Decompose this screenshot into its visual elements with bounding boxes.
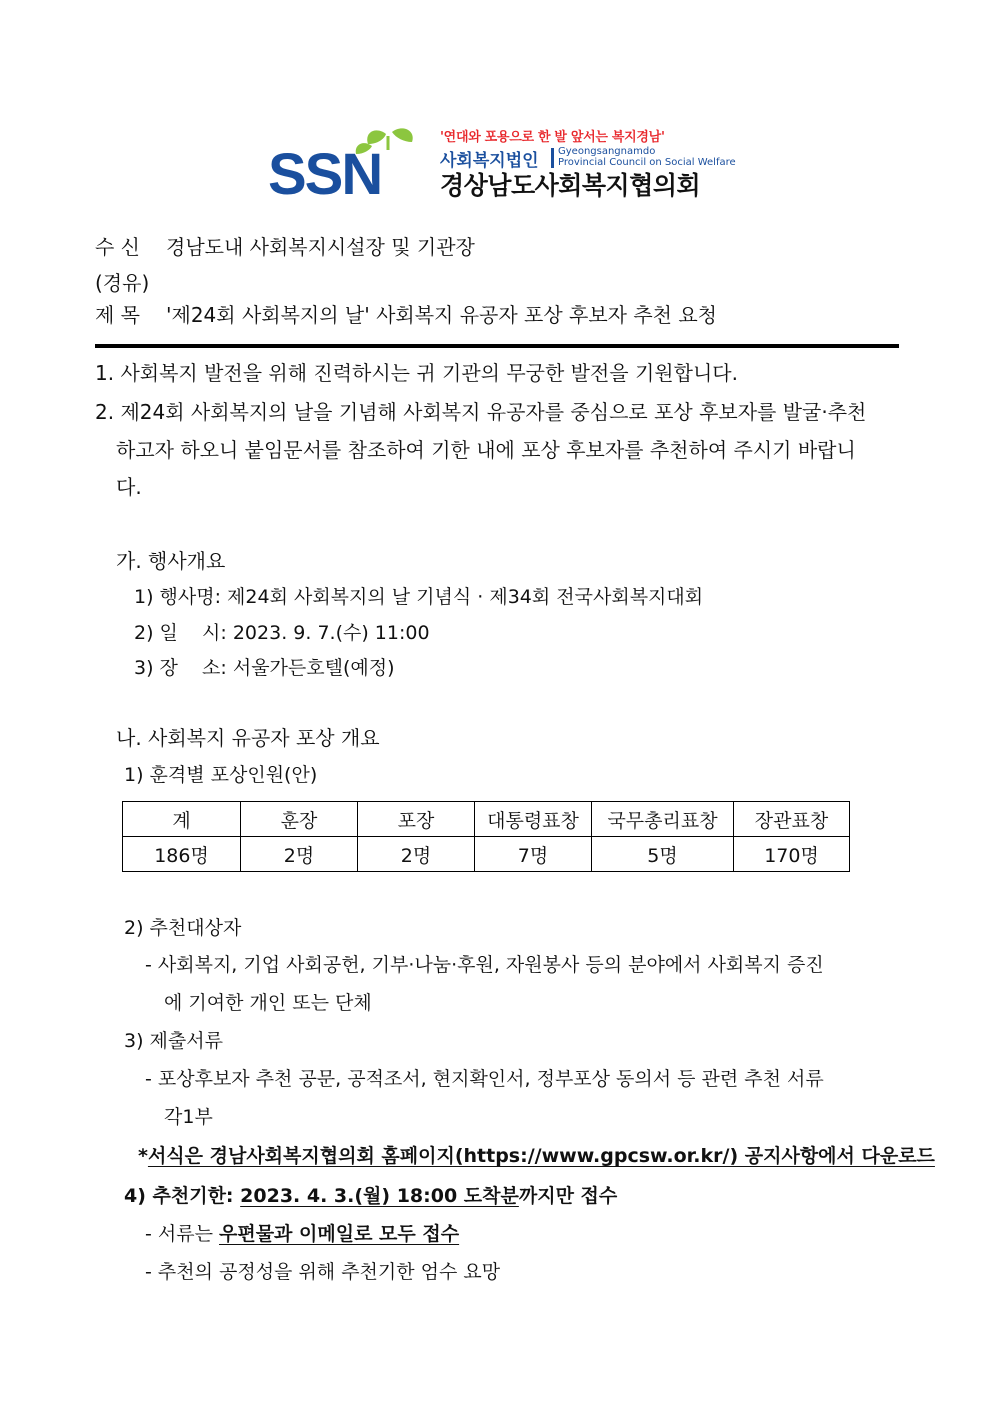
logo-english-line2: Provincial Council on Social Welfare xyxy=(558,157,736,168)
section-ga-title: 가. 행사개요 xyxy=(116,549,226,573)
paragraph-2-line3: 다. xyxy=(116,475,142,499)
award-count-title: 1) 훈격별 포상인원(안) xyxy=(124,764,318,786)
subject-label: 제 목 xyxy=(95,303,140,327)
ssn-logo-mark-icon xyxy=(268,128,418,200)
organization-logo xyxy=(268,120,758,200)
submission-method xyxy=(145,1219,459,1246)
note-asterisk: * xyxy=(138,1145,148,1167)
nominee-title: 2) 추천대상자 xyxy=(124,917,242,939)
table-header-cell: 훈장 xyxy=(241,802,358,837)
logo-corp-type: 사회복지법인 xyxy=(440,151,539,171)
documents-title: 3) 제출서류 xyxy=(124,1030,223,1052)
logo-org-name: 경상남도사회복지협의회 xyxy=(440,171,701,200)
deadline-suffix: 까지만 접수 xyxy=(518,1185,618,1207)
recipient-label: 수 신 xyxy=(95,235,140,259)
note-text: 서식은 경남사회복지협의회 홈페이지(https://www.gpcsw.or.kr/) 공지사항에서 다운로드 xyxy=(147,1145,935,1167)
logo-ssn-text: SSN xyxy=(268,142,382,200)
table-header-row xyxy=(123,802,850,837)
table-row xyxy=(123,837,850,872)
table-cell: 2명 xyxy=(241,837,358,872)
deadline-line xyxy=(124,1181,617,1208)
nominee-line2: 에 기여한 개인 또는 단체 xyxy=(164,992,372,1014)
paragraph-1: 1. 사회복지 발전을 위해 진력하시는 귀 기관의 무궁한 발전을 기원합니다. xyxy=(95,361,738,385)
event-name: 1) 행사명: 제24회 사회복지의 날 기념식 · 제34회 전국사회복지대회 xyxy=(134,586,704,608)
deadline-notice: - 추천의 공정성을 위해 추천기한 엄수 요망 xyxy=(145,1261,501,1283)
paragraph-2-line1: 2. 제24회 사회복지의 날을 기념해 사회복지 유공자를 중심으로 포상 후보자를 발굴·추천 xyxy=(95,400,867,424)
submission-emphasis: 우편물과 이메일로 모두 접수 xyxy=(219,1223,460,1245)
section-na-title: 나. 사회복지 유공자 포상 개요 xyxy=(116,726,380,750)
documents-line2: 각1부 xyxy=(164,1106,213,1128)
event-venue: 3) 장 소: 서울가든호텔(예정) xyxy=(134,657,395,679)
download-note xyxy=(138,1141,935,1168)
paragraph-2-line2: 하고자 하오니 붙임문서를 참조하여 기한 내에 포상 후보자를 추천하여 주시기 바랍니 xyxy=(116,438,856,462)
logo-divider xyxy=(551,148,554,168)
event-datetime: 2) 일 시: 2023. 9. 7.(수) 11:00 xyxy=(134,622,430,644)
table-cell: 170명 xyxy=(734,837,850,872)
award-count-table xyxy=(122,801,850,872)
deadline-prefix: 4) 추천기한: xyxy=(124,1185,241,1207)
table-header-cell: 포장 xyxy=(358,802,475,837)
nominee-line1: - 사회복지, 기업 사회공헌, 기부·나눔·후원, 자원봉사 등의 분야에서 사회복지 증진 xyxy=(145,954,824,976)
table-cell: 2명 xyxy=(358,837,475,872)
table-header-cell: 대통령표창 xyxy=(475,802,592,837)
table-header-cell: 국무총리표창 xyxy=(592,802,734,837)
table-cell: 186명 xyxy=(123,837,241,872)
recipient: 경남도내 사회복지시설장 및 기관장 xyxy=(166,235,475,259)
header-divider xyxy=(95,344,899,348)
table-header-cell: 계 xyxy=(123,802,241,837)
documents-line1: - 포상후보자 추천 공문, 공적조서, 현지확인서, 정부포상 동의서 등 관련 추천 서류 xyxy=(145,1068,824,1090)
table-cell: 7명 xyxy=(475,837,592,872)
subject: '제24회 사회복지의 날' 사회복지 유공자 포상 후보자 추천 요청 xyxy=(166,303,717,327)
submission-prefix: - 서류는 xyxy=(145,1223,219,1245)
deadline-date: 2023. 4. 3.(월) 18:00 도착분 xyxy=(240,1185,519,1207)
logo-slogan: '연대와 포용으로 한 발 앞서는 복지경남' xyxy=(440,130,665,145)
table-header-cell: 장관표창 xyxy=(734,802,850,837)
via-line: (경유) xyxy=(95,271,150,295)
logo-english-line1: Gyeongsangnamdo xyxy=(558,146,656,157)
table-cell: 5명 xyxy=(592,837,734,872)
